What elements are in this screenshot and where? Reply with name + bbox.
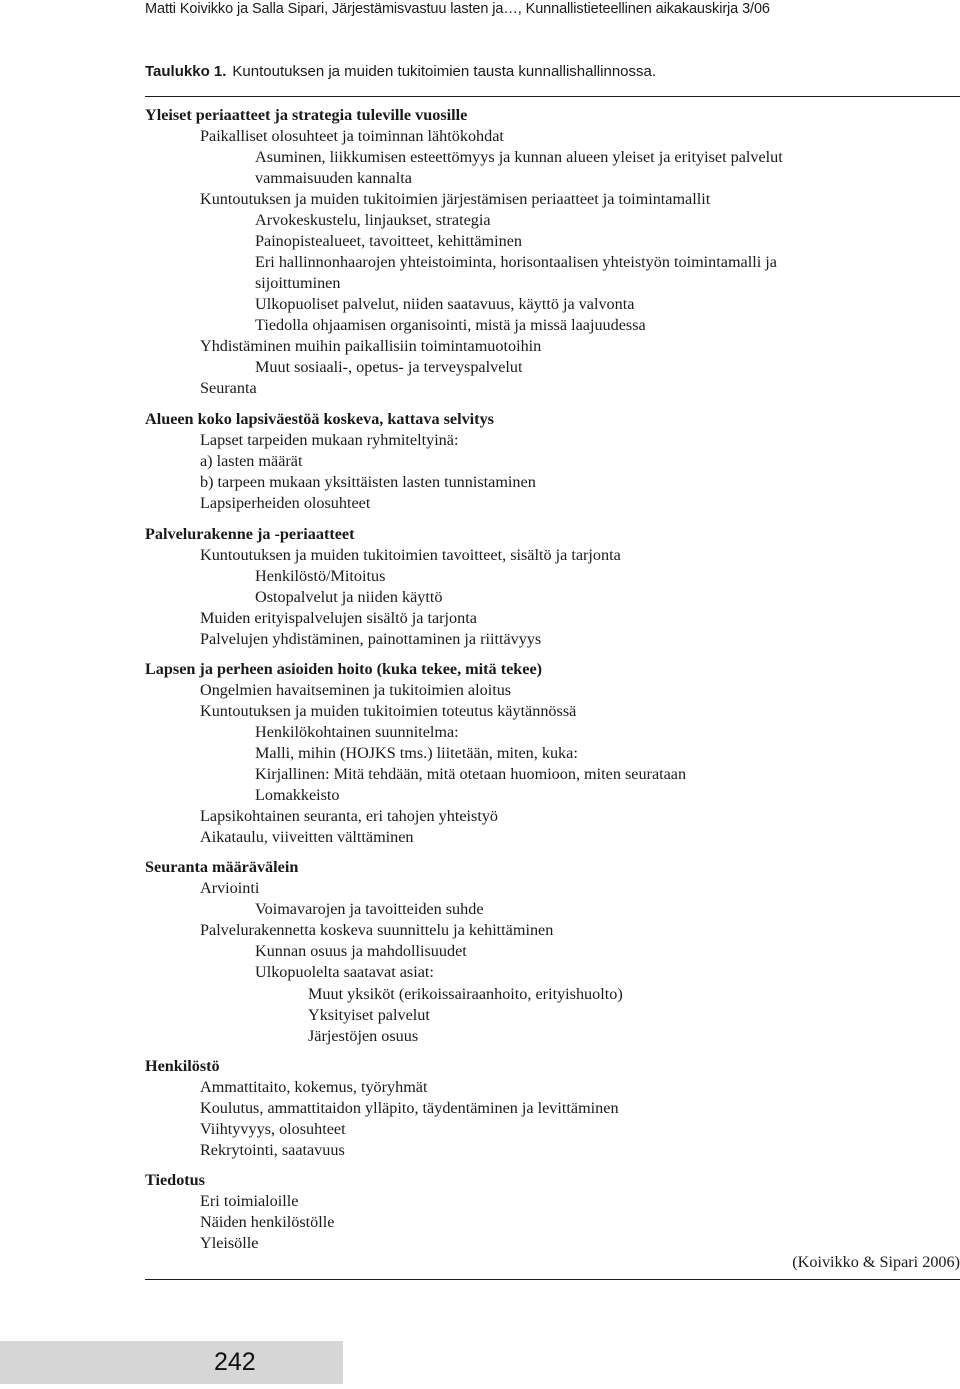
list-item: Koulutus, ammattitaidon ylläpito, täydentäminen ja levittäminen (200, 1099, 619, 1117)
table-bottom-rule (145, 1279, 960, 1280)
list-item: Ulkopuoliset palvelut, niiden saatavuus, käyttö ja valvonta (255, 295, 635, 313)
list-item: Kunnan osuus ja mahdollisuudet (255, 942, 467, 960)
list-item: Painopistealueet, tavoitteet, kehittäminen (255, 232, 523, 250)
list-item: Arvokeskustelu, linjaukset, strategia (255, 211, 491, 229)
list-item: Seuranta (200, 379, 257, 397)
list-item: Kuntoutuksen ja muiden tukitoimien toteutus käytännössä (200, 702, 577, 720)
list-item: Lapsiperheiden olosuhteet (200, 494, 371, 512)
list-item: Eri toimialoille (200, 1192, 299, 1210)
list-item: Ulkopuolelta saatavat asiat: (255, 963, 434, 981)
list-item: Aikataulu, viiveitten välttäminen (200, 828, 414, 846)
section-heading: Henkilöstö (145, 1057, 220, 1075)
list-item: Palvelurakennetta koskeva suunnittelu ja kehittäminen (200, 921, 554, 939)
list-item: Henkilöstö/Mitoitus (255, 567, 386, 585)
list-item: Palvelujen yhdistäminen, painottaminen ja riittävyys (200, 630, 542, 648)
list-item: b) tarpeen mukaan yksittäisten lasten tunnistaminen (200, 473, 536, 491)
list-item: Yleisölle (200, 1234, 259, 1252)
list-item: Viihtyvyys, olosuhteet (200, 1120, 346, 1138)
list-item: Voimavarojen ja tavoitteiden suhde (255, 900, 484, 918)
list-item: Lomakkeisto (255, 786, 340, 804)
running-header: Matti Koivikko ja Salla Sipari, Järjestämisvastuu lasten ja…, Kunnallistieteellinen aikakauskirja 3/06 (145, 1, 770, 17)
list-item: Näiden henkilöstölle (200, 1213, 335, 1231)
list-item: Paikalliset olosuhteet ja toiminnan lähtökohdat (200, 127, 504, 145)
section-heading: Yleiset periaatteet ja strategia tuleville vuosille (145, 106, 468, 124)
list-item: Muiden erityispalvelujen sisältö ja tarjonta (200, 609, 477, 627)
list-item: vammaisuuden kannalta (255, 169, 412, 187)
caption-text: Kuntoutuksen ja muiden tukitoimien tausta kunnallishallinnossa. (232, 63, 657, 80)
section-heading: Seuranta määrävälein (145, 858, 299, 876)
list-item: Muut sosiaali-, opetus- ja terveyspalvelut (255, 358, 523, 376)
list-item: Ammattitaito, kokemus, työryhmät (200, 1078, 428, 1096)
list-item: Malli, mihin (HOJKS tms.) liitetään, miten, kuka: (255, 744, 578, 762)
list-item: Asuminen, liikkumisen esteettömyys ja kunnan alueen yleiset ja erityiset palvelut (255, 148, 783, 166)
caption-label: Taulukko 1. (145, 63, 227, 80)
list-item: a) lasten määrät (200, 452, 303, 470)
list-item: Lapset tarpeiden mukaan ryhmiteltyinä: (200, 431, 459, 449)
list-item: Kuntoutuksen ja muiden tukitoimien tavoitteet, sisältö ja tarjonta (200, 546, 621, 564)
section-heading: Alueen koko lapsiväestöä koskeva, kattava selvitys (145, 410, 494, 428)
list-item: sijoittuminen (255, 274, 341, 292)
section-heading: Lapsen ja perheen asioiden hoito (kuka tekee, mitä tekee) (145, 660, 543, 678)
list-item: Henkilökohtainen suunnitelma: (255, 723, 459, 741)
list-item: Kuntoutuksen ja muiden tukitoimien järjestämisen periaatteet ja toimintamallit (200, 190, 711, 208)
list-item: Kirjallinen: Mitä tehdään, mitä otetaan huomioon, miten seurataan (255, 765, 687, 783)
list-item: Yksityiset palvelut (308, 1006, 430, 1024)
list-item: Ongelmien havaitseminen ja tukitoimien aloitus (200, 681, 512, 699)
list-item: Lapsikohtainen seuranta, eri tahojen yhteistyö (200, 807, 499, 825)
list-item: Järjestöjen osuus (308, 1027, 419, 1045)
list-item: Ostopalvelut ja niiden käyttö (255, 588, 443, 606)
list-item: Tiedolla ohjaamisen organisointi, mistä ja missä laajuudessa (255, 316, 646, 334)
section-heading: Palvelurakenne ja -periaatteet (145, 525, 355, 543)
page-number: 242 (214, 1348, 256, 1376)
page-number-box (0, 1341, 343, 1384)
list-item: Rekrytointi, saatavuus (200, 1141, 345, 1159)
list-item: Arviointi (200, 879, 260, 897)
list-item: Eri hallinnonhaarojen yhteistoiminta, horisontaalisen yhteistyön toimintamalli ja (255, 253, 777, 271)
list-item: Muut yksiköt (erikoissairaanhoito, erityishuolto) (308, 985, 623, 1003)
section-heading: Tiedotus (145, 1171, 205, 1189)
list-item: Yhdistäminen muihin paikallisiin toimintamuotoihin (200, 337, 542, 355)
source-citation: (Koivikko & Sipari 2006) (792, 1253, 960, 1271)
